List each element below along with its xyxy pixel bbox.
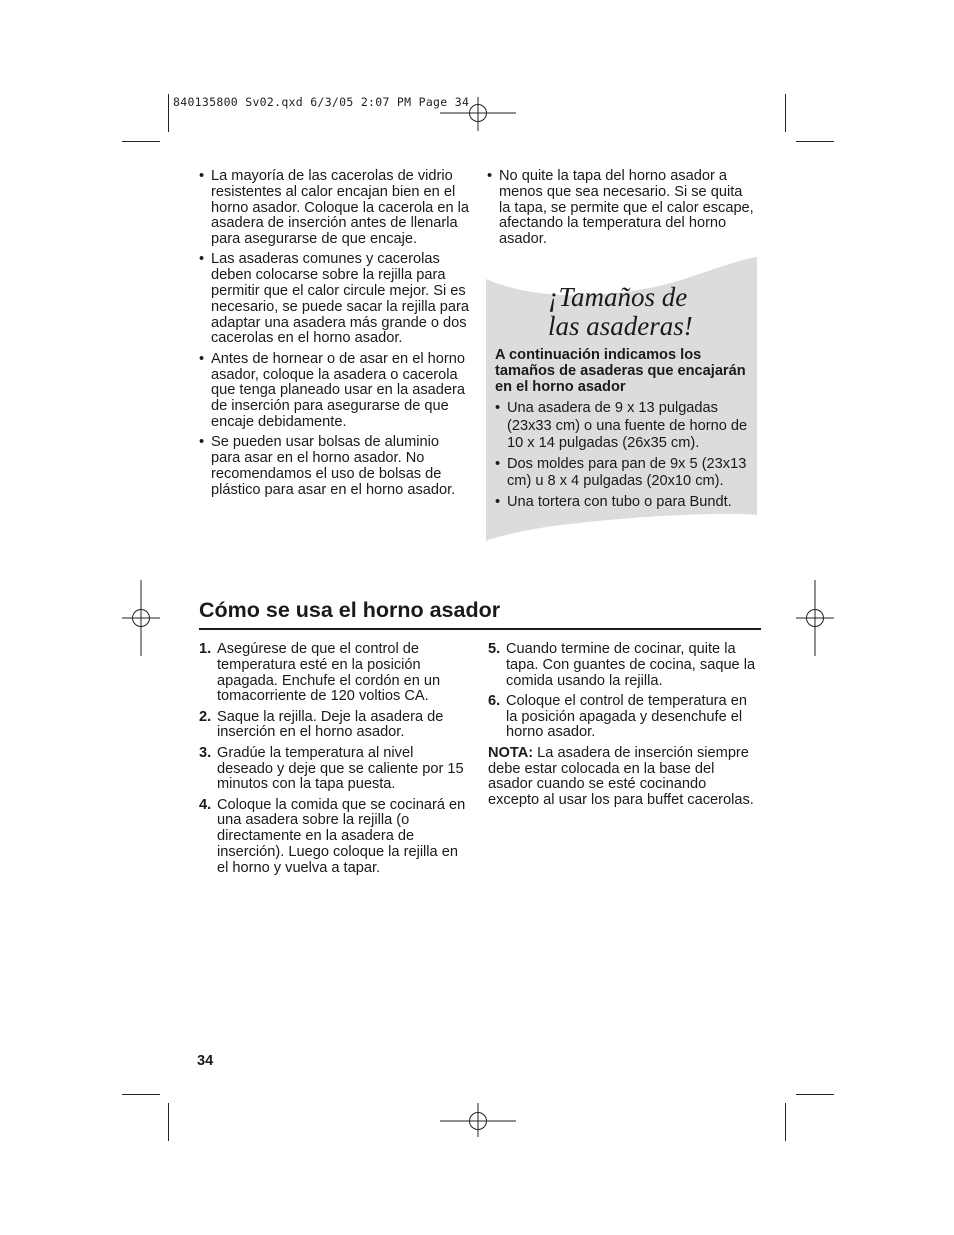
crop-mark [168, 94, 169, 132]
printer-slug: 840135800 Sv02.qxd 6/3/05 2:07 PM Page 34 [173, 95, 470, 109]
list-item: • Antes de hornear o de asar en el horno asador, coloque la asadera o cacerola que tenga planeado usar en la asadera de inserción para asegurarse de que encaje debidamente. [199, 350, 465, 430]
crop-mark [168, 1103, 169, 1141]
callout-intro: A continuación indicamos los tamaños de asaderas que encajarán en el horno asador [495, 347, 746, 395]
registration-mark-icon [796, 580, 834, 656]
tips-left-column [199, 169, 469, 503]
crop-mark [122, 141, 160, 142]
list-item: • No quite la tapa del horno asador a menos que sea necesario. Si se quita la tapa, se permite que el calor escape, afectando la temperatura del horno asador. [487, 168, 754, 248]
list-item: • Se pueden usar bolsas de aluminio para asar en el horno asador. No recomendamos el uso de bolsas de plástico para asar en el horno asador. [199, 434, 456, 498]
tips-right-column [487, 169, 755, 252]
steps-left-column [199, 642, 467, 881]
registration-mark-icon [122, 580, 160, 656]
list-item: 6. Coloque el control de temperatura en la posición apagada y desenchufe el horno asador. [488, 692, 747, 741]
list-item: • Una tortera con tubo o para Bundt. [495, 493, 732, 510]
list-item: • La mayoría de las cacerolas de vidrio resistentes al calor encajan bien en el horno asador. Coloque la cacerola en la asadera de inserción antes de llenarla para asegurarse de que encaje. [199, 168, 469, 248]
registration-mark-icon [440, 1103, 516, 1139]
crop-mark [785, 1103, 786, 1141]
page-number: 34 [197, 1053, 214, 1069]
crop-mark [796, 1094, 834, 1095]
steps-right-column [488, 642, 760, 809]
crop-mark [796, 141, 834, 142]
note: NOTA: La asadera de inserción siempre debe estar colocada en la base del asador cuando se esté cocinando excepto al usar los para buffet cacerolas. [488, 744, 754, 809]
registration-mark-icon [440, 95, 516, 131]
list-item: 5. Cuando termine de cocinar, quite la tapa. Con guantes de cocina, saque la comida usando la rejilla. [488, 641, 756, 689]
list-item: 2. Saque la rejilla. Deje la asadera de inserción en el horno asador. [199, 708, 444, 741]
list-item: • Una asadera de 9 x 13 pulgadas (23x33 cm) o una fuente de horno de 10 x 14 pulgadas (26x35 cm). [495, 400, 748, 451]
list-item: • Dos moldes para pan de 9x 5 (23x13 cm) u 8 x 4 pulgadas (20x10 cm). [495, 455, 747, 489]
list-item: 3. Gradúe la temperatura al nivel deseado y deje que se caliente por 15 minutos con la tapa puesta. [199, 744, 464, 793]
section-divider [199, 628, 761, 630]
section-title: Cómo se usa el horno asador [199, 598, 501, 622]
list-item: 1. Asegúrese de que el control de temperatura esté en la posición apagada. Enchufe el cordón en un tomacorriente de 120 voltios CA. [199, 641, 441, 705]
crop-mark [785, 94, 786, 132]
crop-mark [122, 1094, 160, 1095]
callout-title: ¡Tamaños de las asaderas! [548, 282, 693, 341]
pan-sizes-callout [495, 283, 751, 514]
list-item: 4. Coloque la comida que se cocinará en una asadera sobre la rejilla (o directamente en la asadera de inserción). Luego coloque la rejilla en el horno y vuelva a tapar. [199, 796, 466, 876]
list-item: • Las asaderas comunes y cacerolas deben colocarse sobre la rejilla para permitir que el calor circule mejor. Si es necesario, se puede sacar la rejilla para adaptar una asadera más grande o dos cacerolas en el horno asador. [199, 251, 469, 347]
